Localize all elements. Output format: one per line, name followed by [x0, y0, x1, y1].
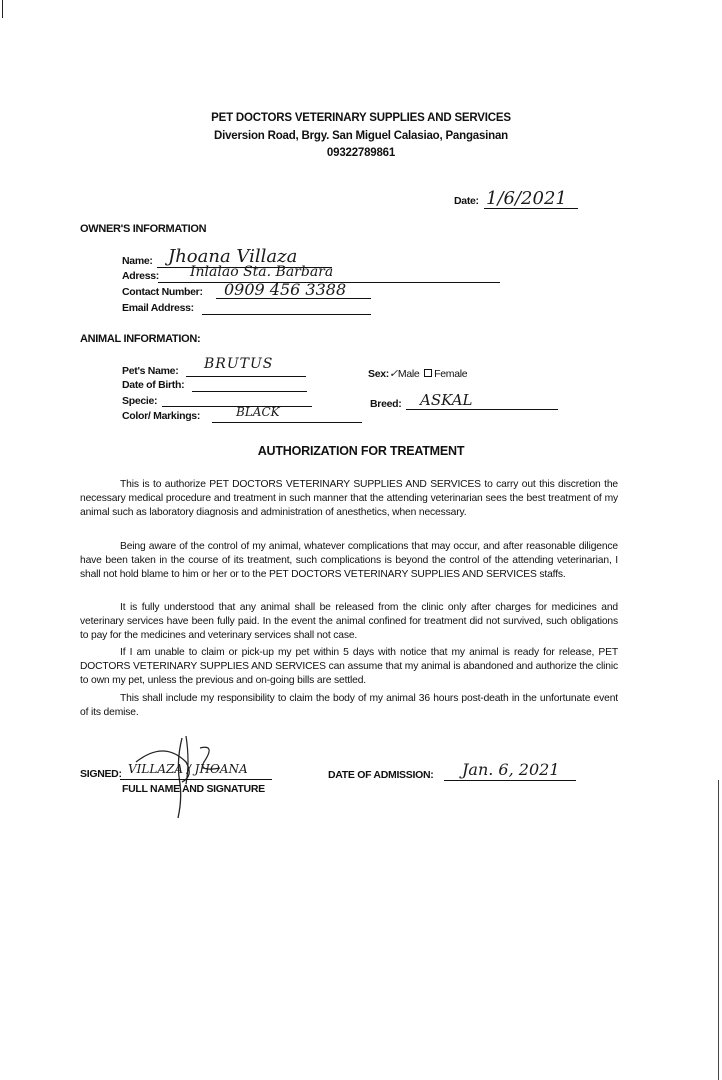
sex-field [368, 367, 467, 380]
authorization-paragraph-5: This shall include my responsibility to claim the body of my animal 36 hours post-death in the unfortunate event of its demise. [80, 693, 618, 719]
color-markings-value: BLACK [236, 405, 280, 419]
specie-label: Specie: [122, 395, 158, 407]
company-address: Diversion Road, Brgy. San Miguel Calasiao, Pangasinan [213, 130, 508, 142]
owner-email-line [202, 314, 371, 315]
owner-name-label: Name: [122, 255, 153, 267]
color-markings-label: Color/ Markings: [122, 410, 201, 422]
scan-edge-right [718, 780, 719, 1080]
pet-name-value: BRUTUS [204, 356, 274, 372]
admission-date-label: DATE OF ADMISSION: [328, 769, 434, 781]
breed-value: ASKAL [420, 391, 473, 409]
authorization-paragraph-1: This is to authorize PET DOCTORS VETERINARY SUPPLIES AND SERVICES to carry out this discretion the necessary medical procedure and treatment in such manner that the attending veterinarian sees the best treatment of my animal such as laboratory diagnosis and administration of anesthetics, when necessary. [80, 479, 618, 519]
authorization-paragraph-2: Being aware of the control of my animal, whatever complications that may occur, and after reasonable diligence have been taken in the course of its treatment, such complications is beyond the control of the attending veterinarian, I shall not hold blame to him or her or to the PET DOCTORS VETERINARY SUPPLIES AND SERVICES staffs. [80, 541, 618, 581]
dob-line [192, 391, 307, 392]
authorization-title: AUTHORIZATION FOR TREATMENT [257, 444, 465, 458]
owner-contact-value: 0909 456 3388 [224, 280, 347, 299]
owner-email-label: Email Address: [122, 302, 194, 314]
company-phone: 09322789861 [326, 147, 396, 159]
owner-name-value: Jhoana Villaza [168, 246, 298, 267]
company-name: PET DOCTORS VETERINARY SUPPLIES AND SERVICES [211, 112, 511, 124]
signed-line [120, 779, 272, 780]
sex-male-option: Male [397, 368, 420, 380]
color-markings-line [212, 422, 362, 423]
owner-contact-label: Contact Number: [122, 286, 203, 298]
breed-line [406, 409, 558, 410]
pet-name-line [186, 376, 306, 377]
sex-female-checkbox[interactable] [424, 369, 432, 377]
breed-label: Breed: [370, 398, 402, 410]
signature-scribble [124, 732, 264, 822]
sex-female-option: Female [434, 368, 468, 380]
scan-edge-top-left [2, 0, 3, 18]
sex-label: Sex: [368, 368, 389, 380]
owner-section-title: OWNER'S INFORMATION [80, 223, 207, 235]
signed-value: VILLAZA / JHOANA [128, 762, 248, 776]
animal-section-title: ANIMAL INFORMATION: [80, 333, 201, 345]
admission-date-value: Jan. 6, 2021 [462, 760, 560, 779]
admission-date-line [444, 780, 576, 781]
date-value: 1/6/2021 [486, 188, 567, 209]
pet-name-label: Pet's Name: [122, 365, 179, 377]
date-label: Date: [454, 195, 479, 207]
sex-male-check[interactable]: ✓ [388, 367, 398, 380]
authorization-paragraph-3: It is fully understood that any animal shall be released from the clinic only after charges for medicines and veterinary services have been fully paid. In the event the animal confined for treatment did not survived, such obligations to pay for the medicines and veterinary services shall not case. [80, 602, 618, 642]
owner-address-label: Adress: [122, 270, 159, 282]
signed-label: SIGNED: [80, 768, 122, 780]
dob-label: Date of Birth: [122, 379, 185, 391]
owner-address-value: Inlalao Sta. Barbara [190, 264, 334, 280]
signature-caption: FULL NAME AND SIGNATURE [122, 783, 265, 795]
authorization-paragraph-4: If I am unable to claim or pick-up my pet within 5 days with notice that my animal is ready for release, PET DOCTORS VETERINARY SUPPLIES AND SERVICES can assume that my animal is abandoned and authorize the clinic to own my pet, unless the previous and on-going bills are settled. [80, 647, 618, 687]
